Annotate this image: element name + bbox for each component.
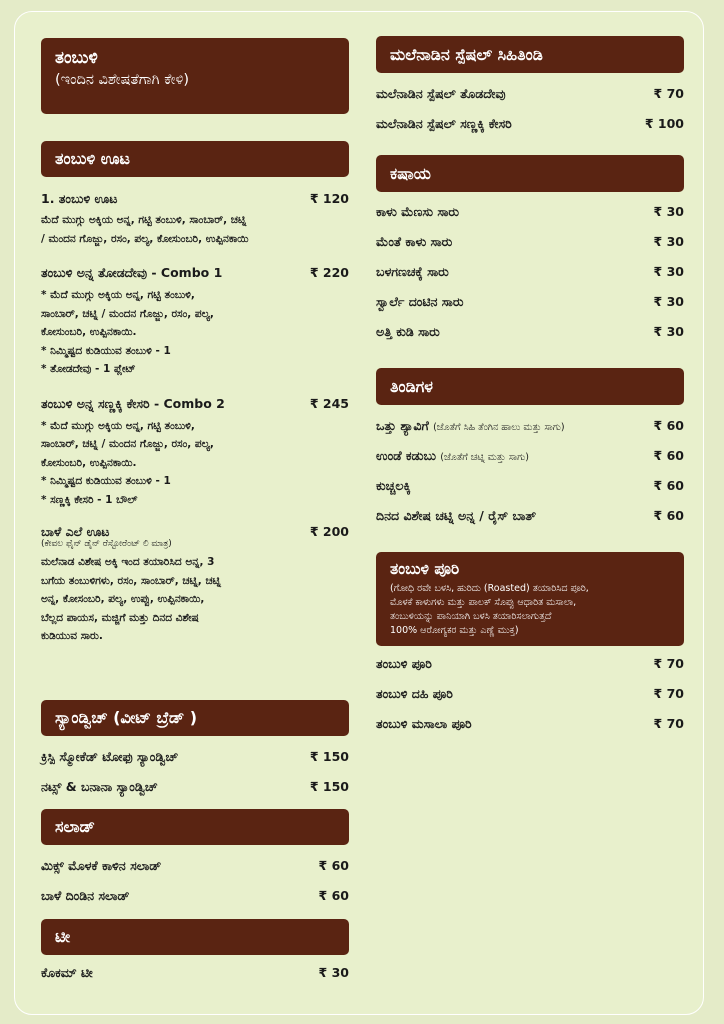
section-title: ತಂಬುಳಿ ಊಟ bbox=[55, 149, 131, 168]
menu-item bbox=[41, 958, 349, 988]
menu-item bbox=[376, 79, 684, 109]
item-price: ₹ 100 bbox=[644, 116, 684, 131]
item-name: ಬಾಳೆ ದಿಂಡಿನ ಸಲಾಡ್ bbox=[41, 888, 130, 903]
item-price: ₹ 60 bbox=[318, 858, 349, 873]
section-title: ಟೀ bbox=[55, 927, 71, 946]
section-title: ತಿಂಡಿಗಳ bbox=[390, 376, 433, 396]
tea-header bbox=[41, 919, 349, 955]
menu-item bbox=[376, 679, 684, 709]
menu-item bbox=[376, 317, 684, 347]
section-title: ಕಷಾಯ bbox=[390, 163, 431, 183]
item-price: ₹ 60 bbox=[653, 478, 684, 493]
item-description bbox=[41, 286, 349, 379]
sandwich-section bbox=[41, 700, 349, 802]
item-name: ಉಂಡೆ ಕಡುಬು bbox=[376, 448, 436, 463]
section-description bbox=[390, 582, 670, 638]
tambuli-poori-section bbox=[376, 552, 684, 739]
item-price: ₹ 30 bbox=[653, 264, 684, 279]
desc-line: * ನಿಮ್ಮಿಷ್ಟದ ಕುಡಿಯುವ ತಂಬುಳಿ - 1 bbox=[41, 475, 171, 487]
item-description bbox=[41, 211, 349, 248]
item-price: ₹ 220 bbox=[309, 265, 349, 280]
item-price: ₹ 60 bbox=[653, 418, 684, 433]
item-name: ಮೆಂತೆ ಕಾಳು ಸಾರು bbox=[376, 234, 453, 249]
malenadu-section bbox=[376, 36, 684, 139]
desc-line: / ಮಂದನ ಗೊಜ್ಜು, ರಸಂ, ಪಲ್ಯ, ಕೋಸುಂಬರಿ, ಉಪ್ಪಿನಕಾಯಿ bbox=[41, 232, 249, 245]
salad-section bbox=[41, 809, 349, 911]
item-note: (ಜೊತೆಗೆ ಚಟ್ನಿ ಮತ್ತು ಸಾಗು) bbox=[440, 452, 529, 463]
menu-item bbox=[376, 197, 684, 227]
item-name: ನಟ್ಸ್ & ಬನಾನಾ ಸ್ಯಾಂಡ್ವಿಚ್ bbox=[41, 779, 158, 794]
item-price: ₹ 200 bbox=[309, 524, 349, 539]
item-name: ಕುಚ್ಚಲಕ್ಕಿ bbox=[376, 478, 411, 493]
meal-item bbox=[41, 260, 349, 379]
menu-item bbox=[376, 109, 684, 139]
item-name: 1. ತಂಬುಳಿ ಊಟ bbox=[41, 191, 118, 206]
item-name: ಒತ್ತು ಶ್ಯಾವಿಗೆ bbox=[376, 418, 429, 433]
item-name: ಮಲೆನಾಡಿನ ಸ್ಪೆಷಲ್ ತೊಡದೇವು bbox=[376, 86, 506, 101]
item-name: ತಂಬುಳಿ ಅನ್ನ ತೋಡದೇವು - Combo 1 bbox=[41, 265, 223, 280]
desc-line: * ನಿಮ್ಮಿಷ್ಟದ ಕುಡಿಯುವ ತಂಬುಳಿ - 1 bbox=[41, 344, 171, 357]
menu-item bbox=[376, 287, 684, 317]
left-column bbox=[41, 38, 349, 656]
menu-item bbox=[376, 471, 684, 501]
item-name: ಮಿಕ್ಸ್ ಮೊಳಕೆ ಕಾಳಿನ ಸಲಾಡ್ bbox=[41, 858, 162, 873]
menu-item bbox=[41, 742, 349, 772]
item-price: ₹ 60 bbox=[653, 448, 684, 463]
item-note: (ಜೊತೆಗೆ ಸಿಹಿ ತೆಂಗಿನ ಹಾಲು ಮತ್ತು ಸಾಗು) bbox=[433, 422, 565, 433]
item-price: ₹ 30 bbox=[653, 204, 684, 219]
desc-line: ಮಲೆನಾಡ ವಿಶೇಷ ಅಕ್ಕಿ ಇಂದ ತಯಾರಿಸಿದ ಅನ್ನ, 3 bbox=[41, 556, 215, 568]
tindigalu-header bbox=[376, 368, 684, 405]
menu-item bbox=[376, 227, 684, 257]
desc-line: ಕೋಸುಂಬರಿ, ಉಪ್ಪಿನಕಾಯಿ. bbox=[41, 326, 137, 338]
desc-line: ಕುಡಿಯುವ ಸಾರು. bbox=[41, 630, 103, 642]
item-price: ₹ 60 bbox=[653, 508, 684, 523]
item-name: ತಂಬುಳಿ ಮಸಾಲಾ ಪೂರಿ bbox=[376, 716, 472, 731]
menu-item bbox=[376, 501, 684, 531]
item-name: ಕಾಳು ಮೆಣಸು ಸಾರು bbox=[376, 204, 460, 219]
item-name: ಬಾಳೆ ಎಲೆ ಊಟ bbox=[41, 524, 110, 539]
item-price: ₹ 30 bbox=[653, 234, 684, 249]
item-price: ₹ 70 bbox=[653, 716, 684, 731]
tindigalu-section bbox=[376, 368, 684, 531]
desc-line: ಬೆಲ್ಲದ ಪಾಯಸ, ಮಜ್ಜಿಗೆ ಮತ್ತು ದಿನದ ವಿಶೇಷ bbox=[41, 611, 199, 624]
desc-line: * ಮೆದೆ ಮುಗ್ಗು ಅಕ್ಕಿಯ ಅನ್ನ, ಗಟ್ಟಿ ತಂಬುಳಿ, bbox=[41, 289, 195, 301]
meal-item bbox=[41, 187, 349, 248]
item-name: ಮಲೆನಾಡಿನ ಸ್ಪೆಷಲ್ ಸಣ್ಣಕ್ಕಿ ಕೇಸರಿ bbox=[376, 116, 512, 131]
item-name: ಸ್ವಾರ್ಲೆ ದಂಟಿನ ಸಾರು bbox=[376, 294, 464, 309]
kashaya-header bbox=[376, 155, 684, 192]
item-description bbox=[41, 417, 349, 510]
item-name: ಅತ್ತಿ ಕುಡಿ ಸಾರು bbox=[376, 324, 440, 339]
desc-line: ಕೋಸುಂಬರಿ, ಉಪ್ಪಿನಕಾಯಿ. bbox=[41, 456, 137, 469]
item-row bbox=[41, 187, 349, 211]
tea-section bbox=[41, 919, 349, 988]
desc-line: ಸಾಂಬಾರ್, ಚಟ್ನಿ / ಮಂದನ ಗೊಜ್ಜು, ರಸಂ, ಪಲ್ಯ, bbox=[41, 307, 214, 320]
desc-line: * ಸಣ್ಣಕ್ಕಿ ಕೇಸರಿ - 1 ಬೌಲ್ bbox=[41, 493, 138, 506]
menu-item bbox=[376, 441, 684, 471]
item-price: ₹ 30 bbox=[653, 294, 684, 309]
section-title: ತಂಬುಳಿ ಪೂರಿ bbox=[390, 560, 460, 578]
tambuli-title: ತಂಬುಳಿ bbox=[55, 48, 98, 68]
tambuli-oota-header bbox=[41, 141, 349, 177]
menu-item bbox=[41, 881, 349, 911]
desc-line: ಬಗೆಯ ತಂಬುಳಿಗಳು, ರಸಂ, ಸಾಂಬಾರ್, ಚಟ್ನಿ, ಚಟ್ನಿ bbox=[41, 574, 221, 587]
menu-item bbox=[376, 257, 684, 287]
item-price: ₹ 30 bbox=[653, 324, 684, 339]
section-title: ಸಲಾಡ್ bbox=[55, 817, 95, 836]
item-price: ₹ 70 bbox=[653, 656, 684, 671]
menu-item bbox=[41, 772, 349, 802]
item-price: ₹ 245 bbox=[309, 395, 349, 411]
item-name: ಕೊಕಮ್ ಟೀ bbox=[41, 965, 93, 980]
malenadu-header bbox=[376, 36, 684, 73]
item-row bbox=[41, 260, 349, 286]
desc-line: ಮೆದೆ ಮುಗ್ಗು ಅಕ್ಕಿಯ ಅನ್ನ, ಗಟ್ಟಿ ತಂಬುಳಿ, ಸಾಂಬಾರ್, ಚಟ್ನಿ bbox=[41, 214, 247, 226]
item-name: ಬಳಗಣಚಕ್ಕೆ ಸಾರು bbox=[376, 264, 449, 279]
menu-item bbox=[376, 709, 684, 739]
item-name: ತಂಬುಳಿ ಅನ್ನ ಸಣ್ಣಕ್ಕಿ ಕೇಸರಿ - Combo 2 bbox=[41, 395, 225, 411]
desc-line: ಸಾಂಬಾರ್, ಚಟ್ನಿ / ಮಂದನ ಗೊಜ್ಜು, ರಸಂ, ಪಲ್ಯ, bbox=[41, 438, 214, 450]
item-price: ₹ 120 bbox=[309, 191, 349, 206]
item-price: ₹ 150 bbox=[309, 779, 349, 794]
menu-item bbox=[41, 851, 349, 881]
section-title: ಸ್ಯಾಂಡ್ವಿಚ್ (ವೀಟ್ ಬ್ರೆಡ್ ) bbox=[55, 708, 198, 727]
section-title: ಮಲೆನಾಡಿನ ಸ್ಪೆಷಲ್ ಸಿಹಿತಿಂಡಿ bbox=[390, 44, 543, 64]
tambuli-main-header bbox=[41, 38, 349, 114]
item-name: ಕ್ರಿಸ್ಪಿ ಸ್ಮೋಕೆಡ್ ಟೋಫು ಸ್ಯಾಂಡ್ವಿಚ್ bbox=[41, 749, 179, 764]
item-name: ತಂಬುಳಿ ಪೂರಿ bbox=[376, 656, 432, 671]
desc-line: ತಂಬುಳಿಯನ್ನು ಪಾನಿಯಾಗಿ ಬಳಸಿ ತಯಾರಿಸಲಾಗುತ್ತದೆ bbox=[390, 611, 552, 622]
item-row bbox=[41, 391, 349, 417]
desc-line: * ಮೆದೆ ಮುಗ್ಗು ಅಕ್ಕಿಯ ಅನ್ನ, ಗಟ್ಟಿ ತಂಬುಳಿ, bbox=[41, 419, 195, 432]
item-price: ₹ 60 bbox=[318, 888, 349, 903]
meal-item bbox=[41, 521, 349, 646]
item-price: ₹ 70 bbox=[653, 86, 684, 101]
sandwich-header bbox=[41, 700, 349, 736]
item-price: ₹ 70 bbox=[653, 686, 684, 701]
item-name: ತಂಬುಳಿ ದಹಿ ಪೂರಿ bbox=[376, 686, 453, 701]
menu-item bbox=[376, 411, 684, 441]
salad-header bbox=[41, 809, 349, 845]
tambuli-subtitle: (ಇಂದಿನ ವಿಶೇಷತೆಗಾಗಿ ಕೇಳಿ) bbox=[55, 72, 190, 88]
kashaya-section bbox=[376, 155, 684, 347]
item-note: (ಕೇವಲ ಫೈನ್ ಡೈನ್ ರೆಸ್ಟೋರೆಂಟ್ ಲಿ ಮಾತ್ರ) bbox=[41, 539, 172, 549]
menu-item bbox=[376, 649, 684, 679]
item-description bbox=[41, 553, 349, 646]
desc-line: (ಗೋಧಿ ರವೇ ಬಳಸಿ, ಹುರಿದು (Roasted) ತಯಾರಿಸಿದ ಪೂರಿ, bbox=[390, 583, 589, 594]
desc-line: ಅನ್ನ, ಕೋಸಂಬರಿ, ಪಲ್ಯ, ಉಪ್ಪು, ಉಪ್ಪಿನಕಾಯಿ, bbox=[41, 593, 205, 605]
desc-line: * ತೋಡದೇವು - 1 ಪ್ಲೇಟ್ bbox=[41, 363, 136, 375]
item-name: ದಿನದ ವಿಶೇಷ ಚಟ್ನಿ ಅನ್ನ / ರೈಸ್ ಬಾತ್ bbox=[376, 508, 537, 523]
tambuli-poori-header bbox=[376, 552, 684, 646]
desc-line: 100% ಆರೋಗ್ಯಕರ ಮತ್ತು ಎಣ್ಣೆ ಮುಕ್ತ) bbox=[390, 625, 519, 636]
item-price: ₹ 150 bbox=[309, 749, 349, 764]
item-price: ₹ 30 bbox=[318, 965, 349, 980]
desc-line: ಮೊಳಕೆ ಕಾಳುಗಳು ಮತ್ತು ಪಾಲಕ್ ಸೊಪ್ಪು ಆಧಾರಿತ ಮಸಾಲಾ, bbox=[390, 597, 577, 608]
meal-item bbox=[41, 391, 349, 510]
